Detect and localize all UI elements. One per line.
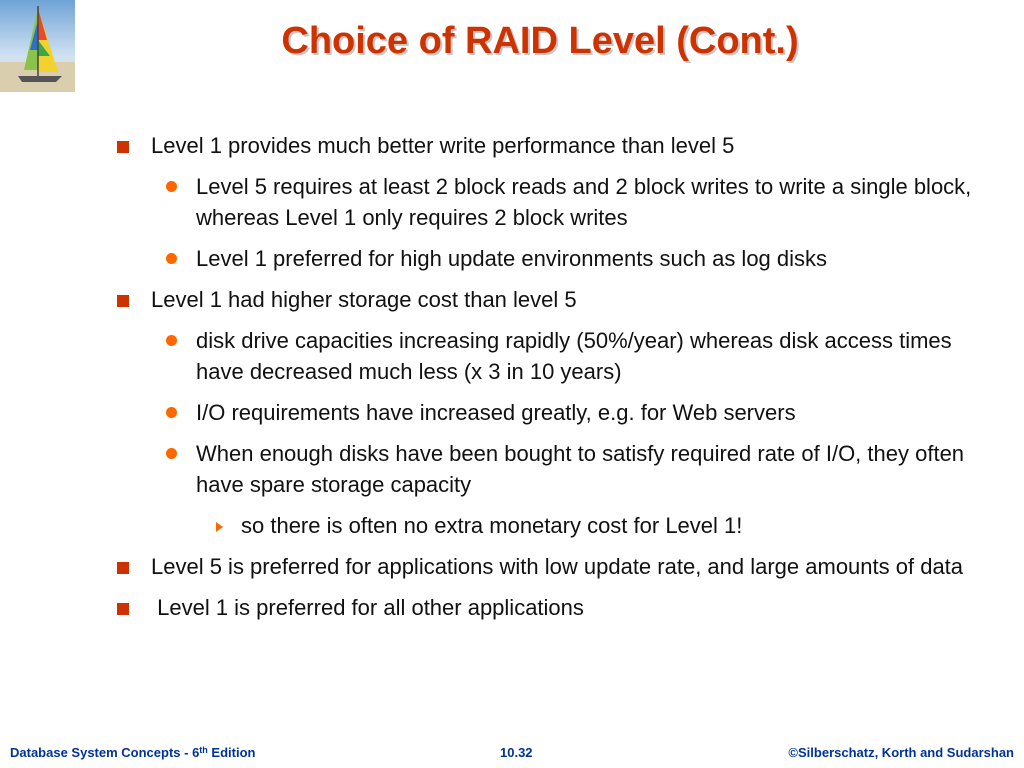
bullet-text: Level 1 preferred for high update environments such as log disks	[196, 246, 828, 271]
footer-book-title	[10, 745, 255, 760]
dot-bullet-icon	[166, 181, 177, 192]
dot-bullet-icon	[166, 448, 177, 459]
triangle-bullet-icon	[216, 522, 223, 532]
footer-copyright: ©Silberschatz, Korth and Sudarshan	[788, 745, 1014, 760]
bullet-text: Level 1 is preferred for all other applications	[151, 595, 584, 620]
bullet-item	[110, 551, 990, 582]
dot-bullet-icon	[166, 253, 177, 264]
bullet-text: I/O requirements have increased greatly, e.g. for Web servers	[196, 400, 796, 425]
bullet-text: Level 1 had higher storage cost than level 5	[151, 287, 577, 312]
bullet-item	[110, 130, 990, 161]
bullet-text: Level 5 requires at least 2 block reads and 2 block writes to write a single block, whereas Level 1 only requires 2 block writes	[196, 174, 972, 230]
bullet-text: When enough disks have been bought to satisfy required rate of I/O, they often have spare storage capacity	[196, 441, 965, 497]
bullet-text: disk drive capacities increasing rapidly (50%/year) whereas disk access times have decreased much less (x 3 in 10 years)	[196, 328, 952, 384]
bullet-text: Level 5 is preferred for applications with low update rate, and large amounts of data	[151, 554, 964, 579]
dot-bullet-icon	[166, 407, 177, 418]
footer-book-sup: th	[199, 745, 208, 755]
footer-book-prefix: Database System Concepts - 6	[10, 745, 200, 760]
bullet-item	[110, 438, 990, 500]
bullet-item	[110, 243, 990, 274]
square-bullet-icon	[117, 295, 129, 307]
dot-bullet-icon	[166, 335, 177, 346]
footer-page-number: 10.32	[500, 745, 533, 760]
bullet-text: so there is often no extra monetary cost for Level 1!	[241, 513, 743, 538]
bullet-text: Level 1 provides much better write performance than level 5	[151, 133, 735, 158]
bullet-list	[110, 130, 990, 633]
footer-book-suffix: Edition	[207, 745, 256, 760]
square-bullet-icon	[117, 141, 129, 153]
bullet-item	[110, 171, 990, 233]
slide-title: Choice of RAID Level (Cont.)	[281, 20, 799, 62]
bullet-item	[110, 397, 990, 428]
bullet-item	[110, 510, 990, 541]
bullet-item	[110, 592, 990, 623]
square-bullet-icon	[117, 603, 129, 615]
bullet-item	[110, 325, 990, 387]
bullet-item	[110, 284, 990, 315]
slide-footer	[0, 745, 1024, 765]
square-bullet-icon	[117, 562, 129, 574]
